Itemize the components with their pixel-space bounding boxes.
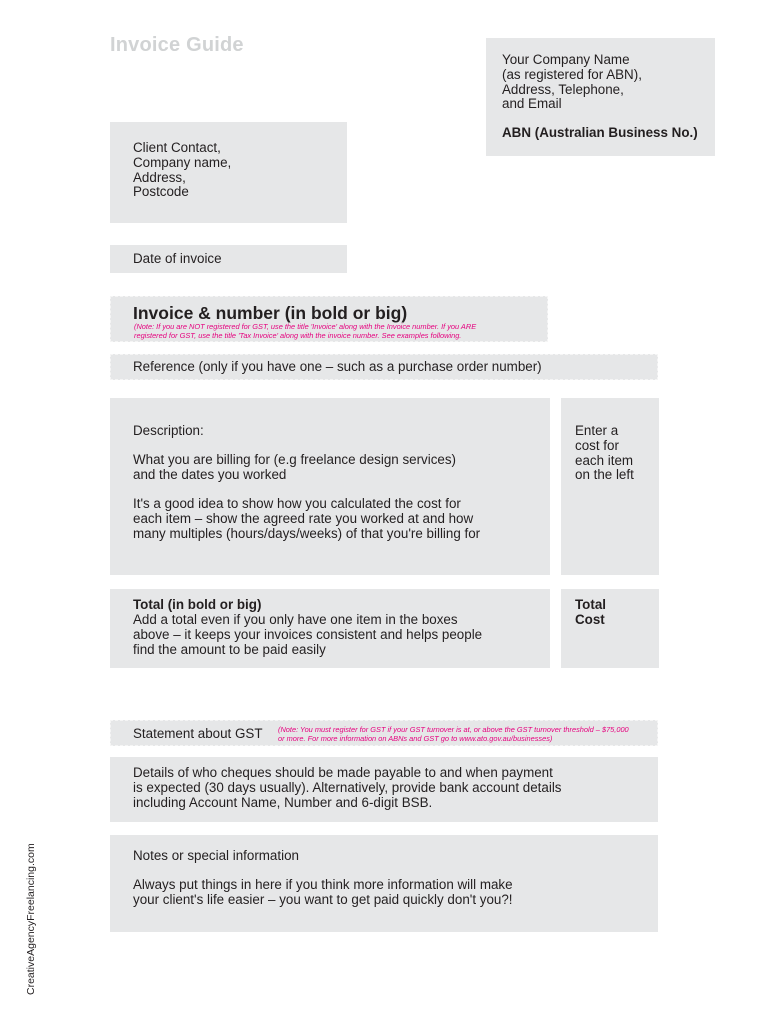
cost-box xyxy=(561,398,659,575)
gst-box xyxy=(110,720,658,746)
total-cost-box xyxy=(561,589,659,668)
description-heading: Description: xyxy=(133,423,204,438)
reference-label: Reference (only if you have one – such as a purchase order number) xyxy=(133,359,542,374)
total-text: Add a total even if you only have one item in the boxes above – it keeps your invoices consistent and helps people find the amount to be paid easily xyxy=(133,612,483,657)
page-title: Invoice Guide xyxy=(110,34,244,56)
gst-label: Statement about GST xyxy=(133,726,263,741)
abn-label: ABN (Australian Business No.) xyxy=(502,125,698,140)
invoice-number-heading: Invoice & number (in bold or big) xyxy=(133,303,408,323)
total-box xyxy=(110,589,550,668)
company-details: Your Company Name (as registered for ABN), Address, Telephone, and Email xyxy=(502,52,642,112)
payment-text: Details of who cheques should be made payable to and when payment is expected (30 days usually). Alternatively, provide bank account details including Account Name, Number and 6-digit BSB. xyxy=(133,765,562,810)
reference-box xyxy=(110,354,658,380)
cost-text: Enter a cost for each item on the left xyxy=(575,423,634,483)
payment-details-box xyxy=(110,757,658,822)
gst-note: (Note: You must register for GST if your GST turnover is at, or above the GST turnover threshold – $75,000 or more. For more information on ABNs and GST go to www.ato.gov.au/businesses) xyxy=(278,725,629,743)
date-box xyxy=(110,245,347,273)
description-box xyxy=(110,398,550,575)
notes-text: Always put things in here if you think more information will make your client's life easier – you want to get paid quickly don't you?! xyxy=(133,877,513,907)
invoice-number-box xyxy=(110,296,548,342)
side-website-text: CreativeAgencyFreelancing.com xyxy=(25,843,37,995)
description-para-2: It's a good idea to show how you calculated the cost for each item – show the agreed rate you worked at and how many multiples (hours/days/weeks) of that you're billing for xyxy=(133,496,481,541)
client-details: Client Contact, Company name, Address, Postcode xyxy=(133,140,232,200)
date-label: Date of invoice xyxy=(133,251,222,266)
total-heading: Total (in bold or big) xyxy=(133,597,262,612)
notes-heading: Notes or special information xyxy=(133,848,299,863)
invoice-number-note: (Note: If you are NOT registered for GST, use the title 'Invoice' along with the Invoice number. If you ARE registered for GST, use the title 'Tax Invoice' along with the invoice number. See examples following. xyxy=(134,322,477,340)
total-cost-text: Total Cost xyxy=(575,597,606,627)
client-contact-box xyxy=(110,122,347,223)
description-para-1: What you are billing for (e.g freelance design services) and the dates you worked xyxy=(133,452,457,482)
notes-box xyxy=(110,835,658,932)
company-info-box xyxy=(486,38,715,156)
